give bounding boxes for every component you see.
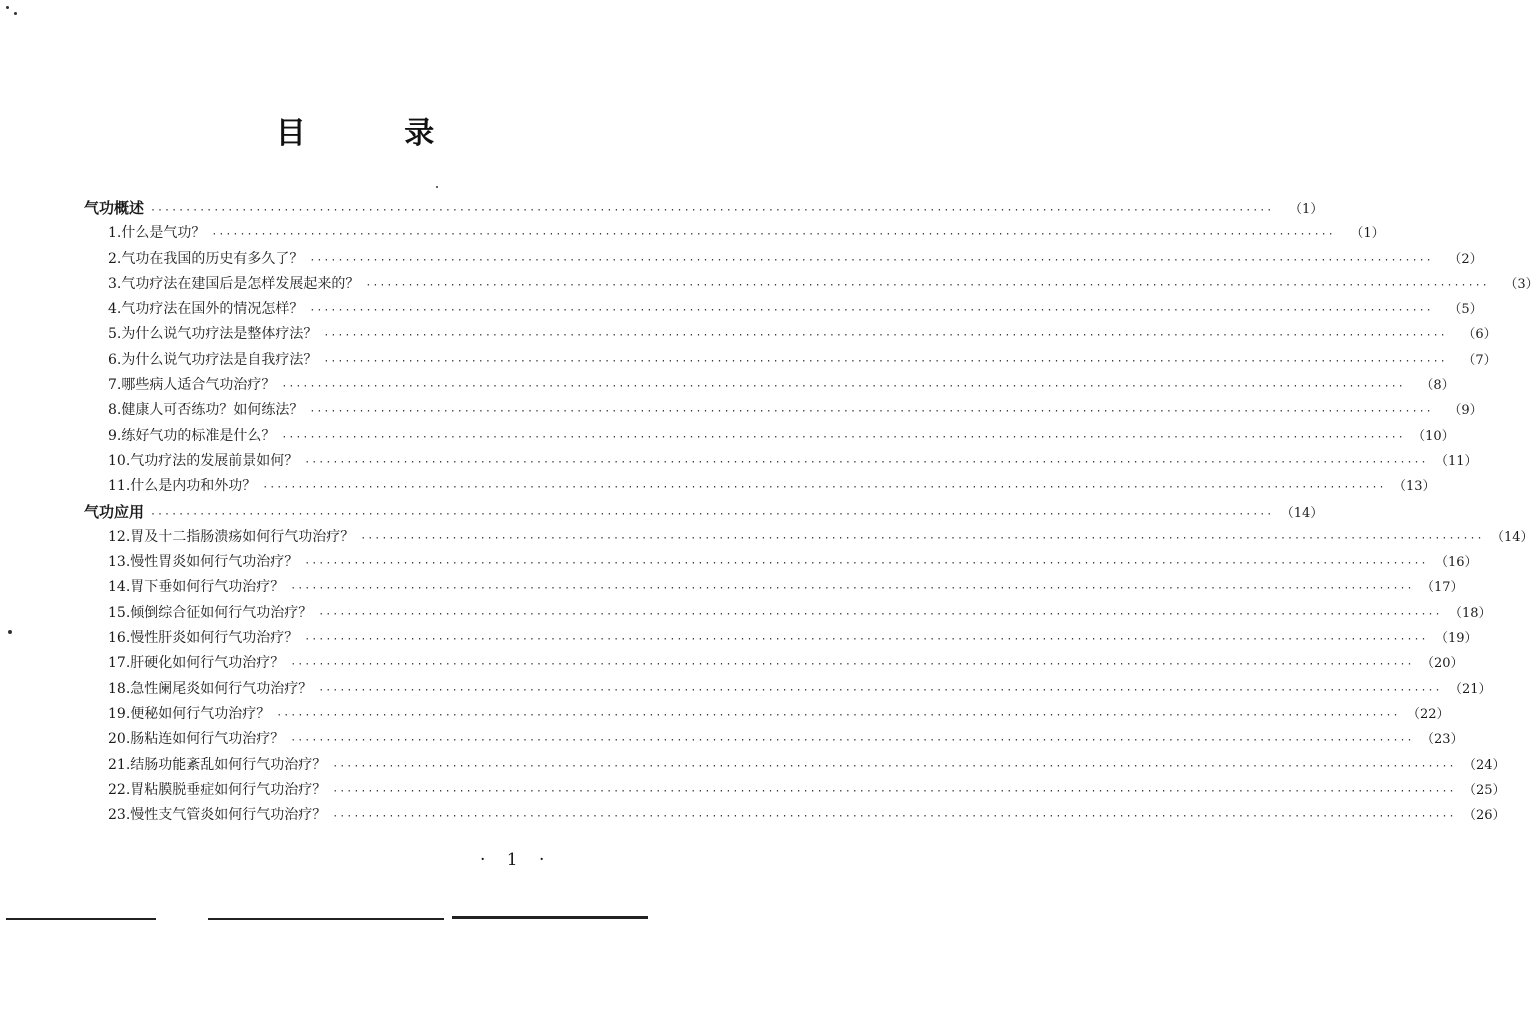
toc-entry-label: 9.练好气功的标准是什么？ (108, 427, 276, 444)
toc-entry (84, 475, 1436, 500)
toc-entry (84, 779, 1506, 804)
toc-entry (84, 450, 1478, 475)
dot-leader: ································································································································································ (290, 583, 1414, 595)
dot-leader: ································································································································································ (309, 406, 1433, 418)
dot-leader: ································································································································································ (150, 508, 1274, 520)
toc-entry-label: 20.肠粘连如何行气功治疗？ (108, 731, 285, 748)
toc-entry-page: （2） (1448, 251, 1483, 267)
toc-entry (84, 374, 1455, 399)
toc-entry (84, 248, 1483, 273)
toc-entry (84, 804, 1506, 829)
toc-entry-page: （13） (1393, 479, 1436, 495)
dot-leader: ································································································································································ (281, 381, 1405, 393)
toc-section-heading (84, 501, 1324, 526)
toc-entry-page: （9） (1448, 403, 1483, 419)
toc-entry (84, 349, 1497, 374)
toc-entry-label: 1.什么是气功？ (108, 225, 206, 242)
toc-entry (84, 323, 1497, 348)
dot-leader: ································································································································································ (332, 785, 1456, 797)
toc-entry-page: （11） (1435, 453, 1478, 469)
dot-leader: ································································································································································ (290, 735, 1414, 747)
dot-leader: ································································································································································ (211, 229, 1335, 241)
toc-entry-label: 8.健康人可否练功？如何练法？ (108, 402, 304, 419)
toc-entry (84, 576, 1464, 601)
dot-leader: ································································································································································ (309, 254, 1433, 266)
scan-speck (8, 630, 12, 634)
page-title: 目 录 (275, 116, 479, 151)
toc-entry-label: 4.气功疗法在国外的情况怎样？ (108, 301, 304, 318)
table-of-contents (84, 197, 1539, 829)
dot-leader: ································································································································································ (276, 709, 1400, 721)
toc-entry-page: （17） (1421, 580, 1464, 596)
dot-leader: ································································································································································ (360, 532, 1484, 544)
toc-entry-page: （19） (1435, 631, 1478, 647)
dot-leader: ································································································································································ (323, 330, 1447, 342)
scan-speck (436, 186, 438, 188)
toc-entry-page: （5） (1448, 302, 1483, 318)
toc-entry-label: 14.胃下垂如何行气功治疗？ (108, 579, 285, 596)
dot-leader: ································································································································································ (281, 431, 1405, 443)
toc-entry-label: 10.气功疗法的发展前景如何？ (108, 452, 299, 469)
toc-entry-label: 2.气功在我国的历史有多久了？ (108, 250, 304, 267)
toc-entry-label: 16.慢性肝炎如何行气功治疗？ (108, 630, 299, 647)
dot-leader: ································································································································································ (309, 305, 1433, 317)
dot-leader: ································································································································································ (150, 205, 1274, 216)
toc-entry-page: （8） (1420, 378, 1455, 394)
toc-entry-label: 22.胃粘膜脱垂症如何行气功治疗？ (108, 781, 327, 798)
toc-entry-label: 18.急性阑尾炎如何行气功治疗？ (108, 680, 313, 697)
dot-leader: ································································································································································ (365, 279, 1489, 291)
dot-leader: ································································································································································ (290, 659, 1414, 671)
dot-leader: ································································································································································ (304, 456, 1428, 468)
dot-leader: ································································································································································ (332, 811, 1456, 823)
toc-entry (84, 678, 1492, 703)
toc-entry-page: （24） (1463, 757, 1506, 773)
toc-entry-label: 17.肝硬化如何行气功治疗？ (108, 655, 285, 672)
toc-entry (84, 754, 1506, 779)
dot-leader: ································································································································································ (323, 355, 1447, 367)
dot-leader: ································································································································································ (318, 684, 1442, 696)
toc-entry-page: （7） (1462, 352, 1497, 368)
toc-section-heading-page: （1） (1289, 202, 1324, 217)
toc-entry-label: 3.气功疗法在建国后是怎样发展起来的？ (108, 275, 360, 292)
toc-entry-page: （23） (1421, 732, 1464, 748)
toc-entry-page: （1） (1350, 226, 1385, 242)
dot-leader: ································································································································································ (318, 608, 1442, 620)
toc-section-heading-page: （14） (1280, 505, 1324, 521)
toc-entry (84, 728, 1464, 753)
toc-entry-label: 7.哪些病人适合气功治疗？ (108, 377, 276, 394)
dot-leader: ································································································································································ (304, 558, 1428, 570)
scan-edge-line (208, 918, 444, 920)
toc-entry-label: 19.便秘如何行气功治疗？ (108, 705, 271, 722)
toc-entry-page: （21） (1449, 681, 1492, 697)
toc-entry-label: 12.胃及十二指肠溃疡如何行气功治疗？ (108, 528, 355, 545)
dot-leader: ································································································································································ (304, 634, 1428, 646)
toc-entry (84, 602, 1492, 627)
toc-entry-page: （20） (1421, 656, 1464, 672)
toc-section-heading (84, 197, 1324, 222)
toc-entry (84, 425, 1455, 450)
toc-entry-label: 13.慢性胃炎如何行气功治疗？ (108, 554, 299, 571)
toc-entry (84, 526, 1534, 551)
toc-entry (84, 551, 1478, 576)
dot-leader: ································································································································································ (332, 760, 1456, 772)
scan-speck (14, 12, 17, 15)
toc-entry (84, 652, 1464, 677)
toc-entry-page: （18） (1449, 605, 1492, 621)
scan-edge-line (452, 916, 648, 919)
toc-entry (84, 627, 1478, 652)
scan-speck (6, 6, 9, 9)
toc-entry (84, 222, 1385, 247)
toc-entry (84, 703, 1450, 728)
toc-entry-page: （6） (1462, 327, 1497, 343)
toc-entry (84, 273, 1539, 298)
toc-entry-label: 5.为什么说气功疗法是整体疗法？ (108, 326, 318, 343)
scan-edge-line (6, 918, 156, 920)
dot-leader: ································································································································································ (262, 482, 1386, 494)
toc-entry-label: 15.倾倒综合征如何行气功治疗？ (108, 604, 313, 621)
toc-entry (84, 298, 1483, 323)
toc-entry-label: 11.什么是内功和外功？ (108, 478, 257, 495)
toc-entry-page: （16） (1435, 555, 1478, 571)
toc-entry-label: 21.结肠功能紊乱如何行气功治疗？ (108, 756, 327, 773)
toc-entry (84, 399, 1483, 424)
toc-entry-page: （3） (1504, 276, 1539, 292)
toc-entry-label: 6.为什么说气功疗法是自我疗法？ (108, 351, 318, 368)
toc-entry-page: （14） (1491, 529, 1534, 545)
toc-entry-page: （26） (1463, 808, 1506, 824)
toc-entry-label: 23.慢性支气管炎如何行气功治疗？ (108, 807, 327, 824)
toc-entry-page: （25） (1463, 782, 1506, 798)
toc-entry-page: （10） (1412, 428, 1455, 444)
toc-section-heading-label: 气功应用 (84, 502, 145, 521)
toc-entry-page: （22） (1407, 706, 1450, 722)
page-number: · 1 · (480, 850, 553, 870)
toc-section-heading-label: 气功概述 (84, 199, 145, 217)
